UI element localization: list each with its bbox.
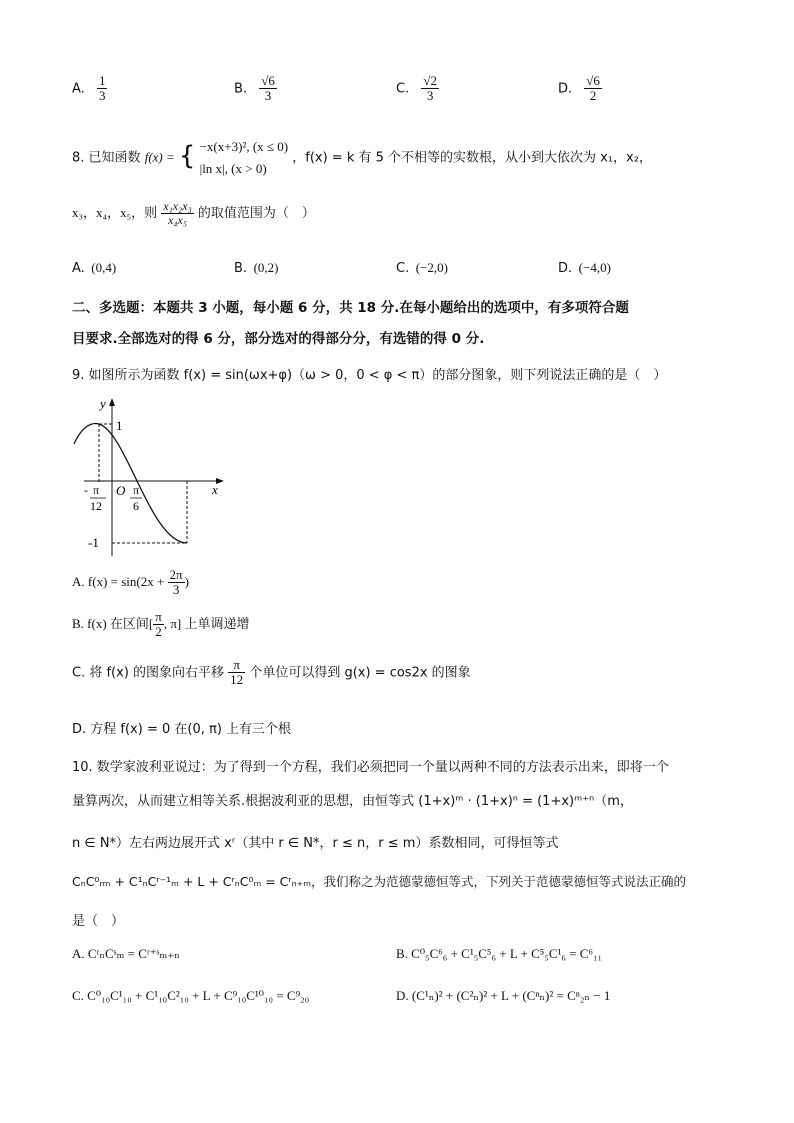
q10-option-b[interactable]: B. C⁰₅C⁶₆ + C¹₅C⁵₆ + L + C⁵₅C¹₆ = C⁶₁₁ [396,946,603,961]
q10-stem-line5: 是（ ） [72,914,125,929]
q10-stem-line1: 10. 数学家波利亚说过：为了得到一个方程，我们必须把同一个量以两种不同的方法表示出来，即将一个 [72,760,669,775]
origin-label: O [116,483,126,498]
q7-option-b[interactable]: B. $\frac{√6}{3}$ [234,73,275,104]
q9-option-b[interactable]: B. f(x) 在区间[ $\frac{\pi}{2}$ , π] 上单调递增 [72,609,250,640]
label-1: 1 [116,418,123,433]
q7-option-d[interactable]: D. $\frac{√6}{2}$ [558,73,600,104]
sine-curve [74,424,187,543]
q10-stem-line4: CₙC⁰ᵣₘ + C¹ₙCʳ⁻¹ₘ + L + CʳₙC⁰ₘ = Cʳₙ₊ₘ，我们称之为范德蒙德恒等式，下列关于范德蒙德恒等式说法正确的 [72,874,686,889]
label-neg1: -1 [88,535,99,550]
q10-option-c[interactable]: C. C⁰₁₀C¹₁₀ + C¹₁₀C²₁₀ + L + C⁹₁₀C¹⁰₁₀ = C⁹₂₀ [72,988,310,1003]
q9-option-a[interactable]: A. f(x) = sin(2x + $\frac{2\pi}{3}$ ) [72,567,189,598]
q9-option-c[interactable]: C. 将 f(x) 的图象向右平移 $\frac{\pi}{12}$ 个单位可以得到 g(x) = cos2x 的图象 [72,657,471,688]
q10-stem-line2: 量算两次，从而建立相等关系.根据波利亚的思想，由恒等式 (1+x)ᵐ · (1+x)ⁿ = (1+x)ᵐ⁺ⁿ（m， [72,794,633,809]
q8-option-d[interactable]: D. (−4,0) [558,260,611,276]
sine-graph [72,394,232,564]
section2-heading-line1: 二、多选题：本题共 3 小题，每小题 6 分，共 18 分.在每小题给出的选项中，有多项符合题 [72,300,629,316]
x-axis-label: x [212,482,218,497]
piecewise-brace: { [178,141,196,172]
q8-option-c[interactable]: C. (−2,0) [396,260,448,276]
q8-stem-line2: x₃，x₄，x₅，则 $\frac{\text{x₁x₂x₃}}{\text{x₄x₅}}$ 的取值范围为（ ） [72,199,315,228]
y-axis-label: y [100,396,106,411]
y-axis-arrow [109,398,115,406]
left-tick-den: 12 [90,499,102,513]
q8-option-a[interactable]: A. (0,4) [72,260,117,276]
q7-option-a[interactable]: A. $\frac{1}{3}$ [72,73,106,104]
right-tick-den: 6 [133,499,139,513]
q10-stem-line3: n ∈ N*）左右两边展开式 xʳ（其中 r ∈ N*，r ≤ n，r ≤ m）系数相同，可得恒等式 [72,836,559,851]
q9-stem: 9. 如图所示为函数 f(x) = sin(ωx+φ)（ω > 0，0 < φ < π）的部分图象，则下列说法正确的是（ ） [72,368,667,383]
q8-option-b[interactable]: B. (0,2) [234,260,279,276]
q9-option-d[interactable]: D. 方程 f(x) = 0 在(0, π) 上有三个根 [72,722,292,737]
q8-stem-line1: 8. 已知函数 f(x) = { −x(x+3)², (x ≤ 0) |ln x|, (x > 0) ，f(x) = k 有 5 个不相等的实数根，从小到大依次为 x₁，x₂， [72,139,652,177]
left-tick-sign: - [84,483,88,497]
q10-option-a[interactable]: A. CʳₙCˢₘ = Cʳ⁺ˢₘ₊ₙ [72,946,180,961]
q10-option-d[interactable]: D. (C¹ₙ)² + (C²ₙ)² + L + (Cⁿₙ)² = Cⁿ₂ₙ − 1 [396,988,611,1003]
section2-heading-line2: 目要求.全部选对的得 6 分，部分选对的得部分分，有选错的得 0 分. [72,331,485,347]
right-tick-num: π [133,483,140,497]
left-tick-num: π [93,483,100,497]
q7-option-c[interactable]: C. $\frac{√2}{3}$ [396,73,437,104]
